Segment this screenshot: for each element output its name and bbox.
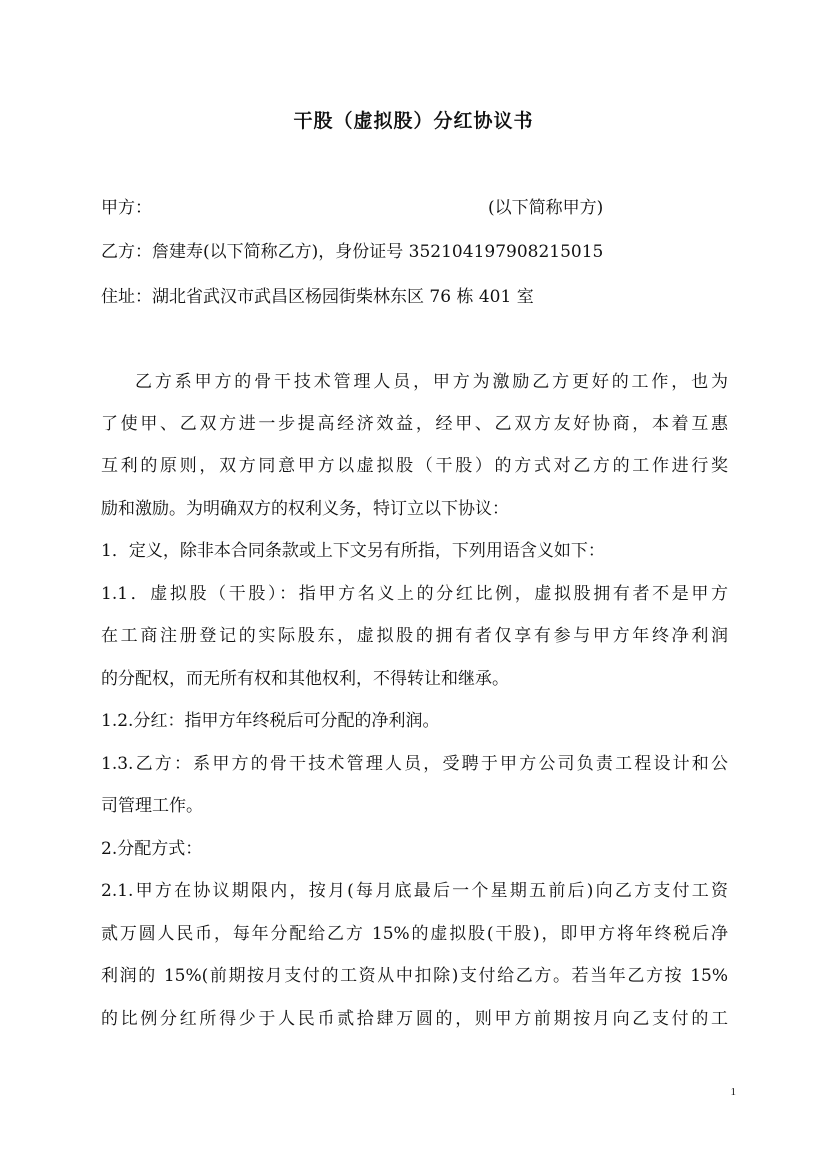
clause-line: 2.分配方式： [101, 839, 203, 859]
address-line: 住址：湖北省武汉市武昌区杨园街柴林东区 76 栋 401 室 [101, 287, 534, 307]
clause-line: 1.2.分红：指甲方年终税后可分配的净利润。 [101, 711, 440, 731]
clause-line: 利润的 15%(前期按月支付的工资从中扣除)支付给乙方。若当年乙方按 15% [101, 966, 728, 986]
party-a-label: 甲方： [101, 198, 152, 218]
clause-line: 的比例分红所得少于人民币贰拾肆万圆的，则甲方前期按月向乙支付的工 [101, 1009, 728, 1029]
clause-line: 1．定义，除非本合同条款或上下文另有所指，下列用语含义如下： [101, 541, 605, 561]
preamble-line: 了使甲、乙双方进一步提高经济效益，经甲、乙双方友好协商，本着互惠 [101, 414, 728, 434]
clause-line: 司管理工作。 [101, 796, 203, 816]
preamble-line: 互利的原则，双方同意甲方以虚拟股（干股）的方式对乙方的工作进行奖 [101, 456, 728, 476]
party-b-line: 乙方：詹建寿(以下简称乙方)，身份证号 352104197908215015 [101, 242, 604, 262]
page-number: 1 [730, 1086, 736, 1098]
party-a-note: (以下简称甲方) [488, 198, 604, 218]
clause-line: 的分配权，而无所有权和其他权利，不得转让和继承。 [101, 669, 509, 689]
document-title: 干股（虚拟股）分红协议书 [293, 110, 534, 132]
party-a-line [101, 193, 728, 223]
clause-line: 在工商注册登记的实际股东，虚拟股的拥有者仅享有参与甲方年终净利润 [101, 626, 728, 646]
clause-line: 贰万圆人民币，每年分配给乙方 15%的虚拟股(干股)，即甲方将年终税后净 [101, 924, 728, 944]
clause-line: 1.1．虚拟股（干股）：指甲方名义上的分红比例，虚拟股拥有者不是甲方 [101, 584, 728, 604]
preamble-line: 励和激励。为明确双方的权利义务，特订立以下协议： [101, 499, 509, 519]
clause-line: 2.1.甲方在协议期限内，按月(每月底最后一个星期五前后)向乙方支付工资 [101, 881, 728, 901]
preamble-line: 乙方系甲方的骨干技术管理人员，甲方为激励乙方更好的工作，也为 [135, 372, 728, 392]
clause-line: 1.3.乙方：系甲方的骨干技术管理人员，受聘于甲方公司负责工程设计和公 [101, 754, 728, 774]
